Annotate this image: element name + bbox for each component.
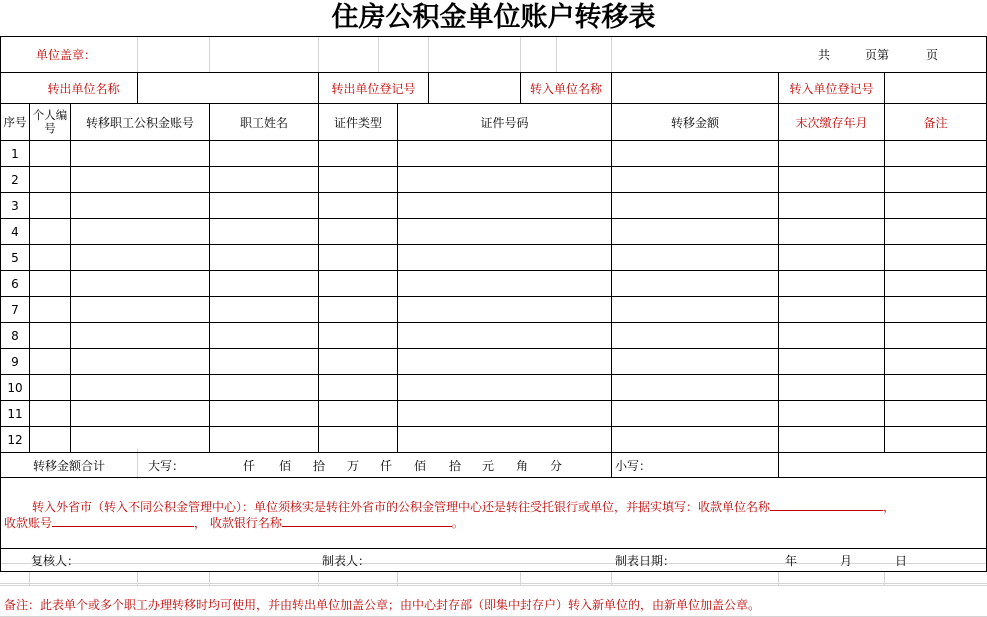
- col-amount: 转移金额: [670, 115, 719, 130]
- out-unit-name-label: 转出单位名称: [47, 81, 120, 96]
- in-unit-reg-field[interactable]: [885, 73, 986, 103]
- unit-qian-2: 仟: [380, 458, 393, 473]
- col-name: 职工姓名: [239, 115, 288, 130]
- payee-name-blank[interactable]: [770, 498, 883, 511]
- unit-bai-2: 佰: [414, 458, 427, 473]
- col-account: 转移职工公积金账号: [85, 115, 194, 130]
- unit-wan: 万: [347, 458, 360, 473]
- instruction-comma: ，: [883, 500, 896, 514]
- row-number: 7: [11, 302, 19, 317]
- col-seq: 序号: [3, 114, 27, 129]
- row-number: 2: [11, 172, 19, 187]
- payee-account-label: 收款账号: [4, 516, 53, 530]
- out-unit-name-field[interactable]: [138, 73, 318, 103]
- unit-shi-2: 拾: [449, 458, 462, 473]
- row-number: 9: [11, 354, 19, 369]
- instruction-line-2: [4, 514, 464, 531]
- unit-jiao: 角: [516, 458, 529, 473]
- row-number: 8: [11, 328, 19, 343]
- in-unit-name-field[interactable]: [612, 73, 778, 103]
- reviewer-label: 复核人：: [31, 553, 80, 568]
- month-label: 月: [840, 553, 853, 568]
- maker-label: 制表人：: [322, 553, 371, 568]
- form-sheet: [0, 36, 987, 617]
- col-last-month: 末次缴存年月: [795, 115, 868, 130]
- unit-qian: 仟: [243, 458, 256, 473]
- unit-bai: 佰: [279, 458, 292, 473]
- out-unit-reg-field[interactable]: [429, 73, 520, 103]
- unit-yuan: 元: [482, 458, 495, 473]
- page-title: 住房公积金单位账户转移表: [331, 2, 656, 33]
- row-number: 6: [11, 276, 19, 291]
- row-number: 12: [7, 432, 23, 447]
- instruction-line-1: [32, 498, 895, 515]
- col-person-no: 个人编号: [32, 108, 68, 135]
- row-number: 11: [7, 406, 23, 421]
- instruction-text-1: 转入外省市（转入不同公积金管理中心）：单位须核实是转往外省市的公积金管理中心还是转往受托银行或单位，并据实填写：收款单位名称: [32, 500, 771, 514]
- instruction-period: 。: [451, 516, 464, 530]
- unit-shi: 拾: [313, 458, 326, 473]
- page-total-suffix: 页第: [865, 48, 890, 62]
- in-unit-name-label: 转入单位名称: [529, 81, 602, 96]
- payee-bank-blank[interactable]: [282, 514, 452, 527]
- row-number: 1: [11, 146, 19, 161]
- in-unit-reg-label: 转入单位登记号: [789, 81, 874, 96]
- row-number: 4: [11, 224, 19, 239]
- footer-note: 备注：此表单个或多个职工办理转移时均可使用，并由转出单位加盖公章；由中心封存部（即集中封存户）转入新单位的，由新单位加盖公章。: [4, 598, 761, 612]
- out-unit-reg-label: 转出单位登记号: [331, 81, 416, 96]
- row-number: 5: [11, 250, 19, 265]
- payee-account-blank[interactable]: [52, 514, 194, 527]
- col-id-no: 证件号码: [480, 115, 529, 130]
- seal-label: 单位盖章：: [36, 48, 97, 62]
- date-label: 制表日期：: [615, 553, 676, 568]
- row-number: 10: [7, 380, 23, 395]
- col-id-type: 证件类型: [333, 115, 382, 130]
- col-remark: 备注: [923, 115, 948, 130]
- payee-bank-label: ， 收款银行名称: [194, 516, 282, 530]
- day-label: 日: [895, 553, 908, 568]
- page-total-prefix: 共: [818, 48, 831, 62]
- page-current-suffix: 页: [926, 48, 939, 62]
- year-label: 年: [785, 553, 798, 568]
- row-number: 3: [11, 198, 19, 213]
- xiaoxie-label: 小写：: [615, 458, 652, 473]
- unit-fen: 分: [550, 458, 563, 473]
- total-amount-label: 转移金额合计: [32, 458, 105, 473]
- daxie-label: 大写：: [148, 458, 185, 473]
